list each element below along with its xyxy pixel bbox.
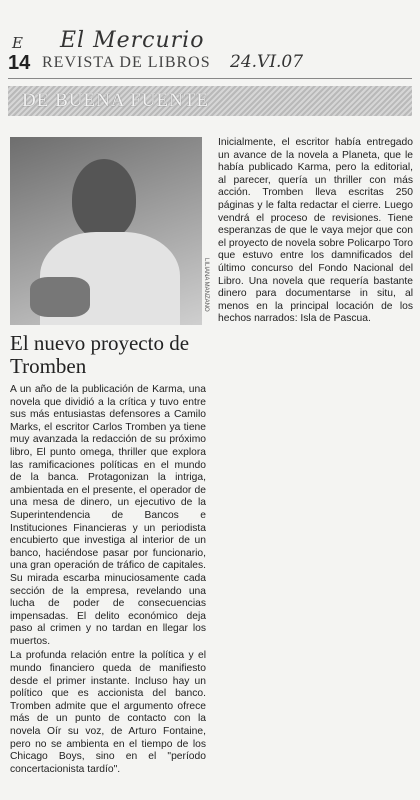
header-rule — [8, 78, 412, 79]
paragraph: A un año de la publicación de Karma, una novela que dividió a la crítica y tuvo entre sus más entusiastas defensores a Camilo Marks, el escritor Carlos Tromben ya tiene muy avanzada la redacción de su próximo libro, El punto omega, thriller que explora las ramificaciones políticas en el mundo de la banca. Protagonizan la intriga, ambientada en el presente, el operador de una mesa de dinero, un ejecutivo de la Superintendencia de Bancos e Instituciones Financieras y un periodista encubierto que investiga al interior de un banco, haciéndose pasar por funcionario, una gran operación de tráfico de capitales. Su mirada escarba minuciosamente cada sección de la empresa, revelando una lucha de poder de consecuencias impensadas. El delito económico deja paso al crimen y no tardan en llegar los muertos. — [10, 384, 206, 647]
article-column-left — [10, 384, 206, 778]
paragraph: La profunda relación entre la política y el mundo financiero queda de manifiesto desde el primer instante. Incluso hay un político que es accionista del banco. Tromben admite que el argumento ofrece más de un punto de contacto con la novela Oír su voz, de Arturo Fontaine, pero no se ambienta en el tiempo de los Chicago Boys, sino en el "período concertacionista tardío". — [10, 650, 206, 775]
column-banner — [8, 86, 412, 116]
handwritten-paper-name: El Mercurio — [60, 28, 205, 53]
handwritten-date: 24.VI.07 — [230, 52, 304, 72]
page-number: 14 — [8, 52, 31, 74]
column-title: DE BUENA FUENTE — [22, 90, 210, 111]
photo-credit: LILIANA MANZANO — [203, 258, 209, 312]
paragraph: Inicialmente, el escritor había entregado un avance de la novela a Planeta, que le había publicado Karma, pero la editorial, al parecer, quería un thriller con más acción. Tromben lleva escritas 250 páginas y le falta redactar el cierre. Luego vendrá el proceso de revisiones. Tiene esperanzas de que le vaya mejor que con el proyecto de novela sobre Policarpo Toro que estuvo entre los damnificados del último concurso del Fondo Nacional del Libro. Una novela que requería bastante dinero para documentarse in situ, al menos en la principal locación de los hechos narrados: Isla de Pascua. — [218, 137, 413, 325]
article-column-right — [218, 137, 413, 328]
article-headline: El nuevo proyecto de Tromben — [10, 331, 190, 378]
section-title: REVISTA DE LIBROS — [42, 54, 211, 71]
author-photo — [10, 137, 202, 325]
handwritten-marker: E — [12, 34, 23, 52]
